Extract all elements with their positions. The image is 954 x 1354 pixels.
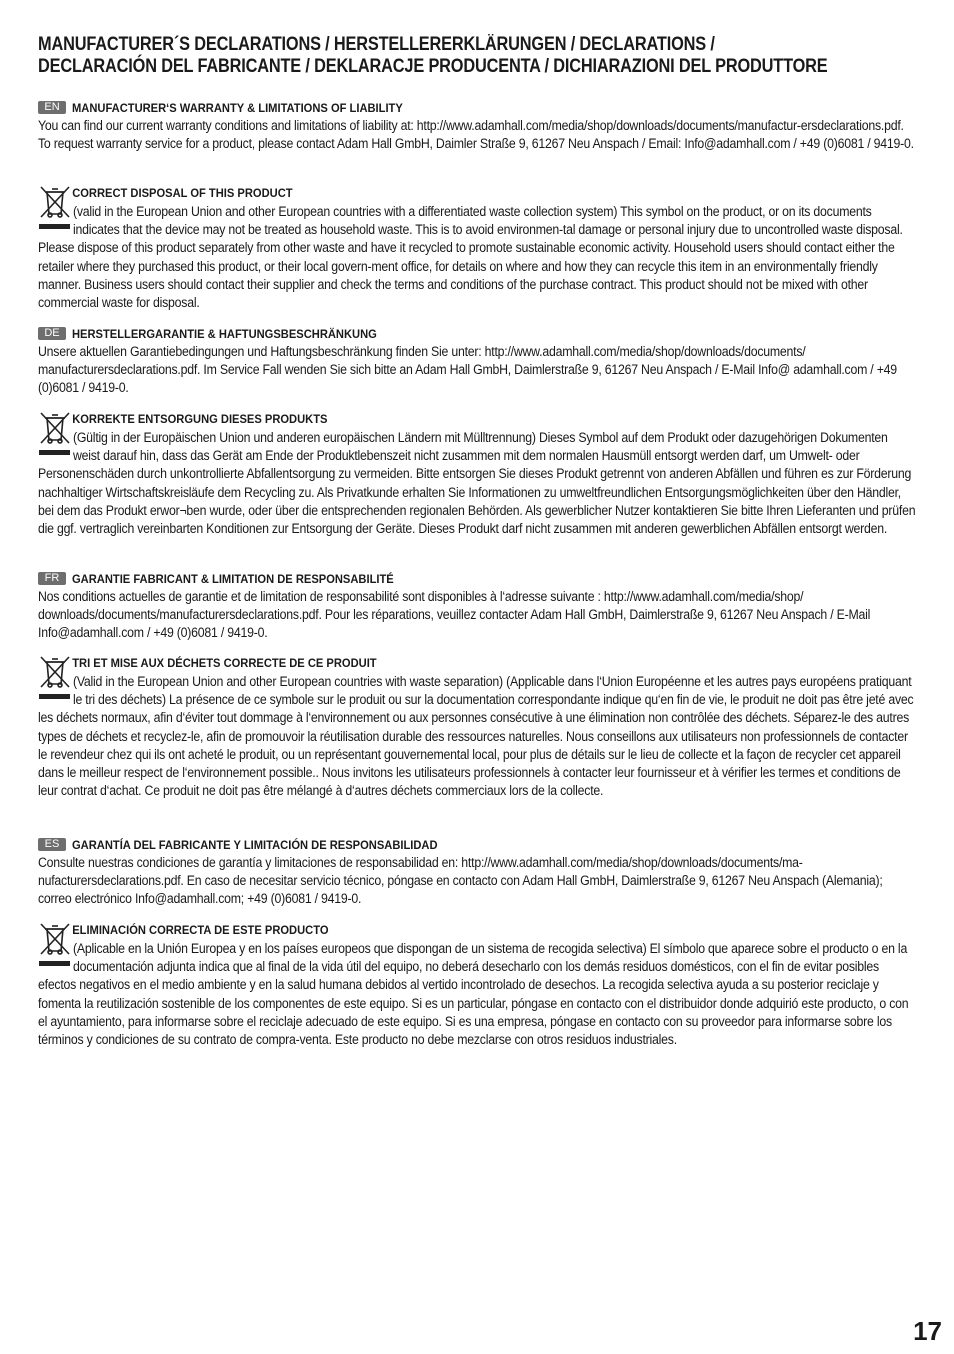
section-title: GARANTÍA DEL FABRICANTE Y LIMITACIÓN DE RESPONSABILIDAD: [72, 838, 438, 852]
language-badge-en: EN: [38, 101, 66, 114]
language-badge-de: DE: [38, 327, 66, 340]
language-badge-es: ES: [38, 838, 66, 851]
section-text: (valid in the European Union and other European countries with a differentiated waste collection system) This symbol on the product, or on its documents indicates that the device may not be treated as household waste. This is to avoid environmen-tal damage or personal injury due to uncontrolled waste disposal. Please dispose of this product separately from other waste and have it recycled to promote sustainable economic activity. Household users should contact either the retailer where they purchased this product, or their local govern-ment office, for details on where and how they can recycle this item in an environmentally friendly manner. Business users should contact their supplier and check the terms and conditions of the purchase contract. This product should not be mixed with other commercial waste for disposal.: [38, 204, 903, 311]
section-fr-warranty: [38, 570, 918, 643]
section-de-disposal: [38, 411, 918, 538]
section-title: ELIMINACIÓN CORRECTA DE ESTE PRODUCTO: [72, 923, 329, 937]
section-text: Nos conditions actuelles de garantie et de limitation de responsabilité sont disponibles à l‘adresse suivante : http://www.adamhall.com/media/shop/ downloads/documents/manufacturersdeclarations.pdf. Pour les réparations, veuillez contacter Adam Hall GmbH, Daimlerstraße 9, 61267 Neu Anspach / E-Mail Info@adamhall.com / +49 (0)6081 / 9419-0.: [38, 589, 871, 641]
section-fr-disposal: [38, 655, 918, 800]
language-badge-fr: FR: [38, 572, 66, 585]
section-en-disposal: [38, 185, 918, 312]
section-es-disposal: [38, 922, 918, 1049]
section-text: (Valid in the European Union and other European countries with waste separation) (Applicable dans l‘Union Européenne et les autres pays européens pratiquant le tri des déchets) La présence de ce symbole sur le produit ou sur la documentation correspondante indique qu‘en fin de vie, le produit ne doit pas être jeté avec les déchets normaux, afin d‘éviter tout dommage à l‘environnement ou aux personnes consécutive à une élimination non contrôlée des déchets. Séparez-le des autres types de déchets et recyclez-le, afin de promouvoir la réutilisation durable des ressources naturelles. Nous conseillons aux utilisateurs non professionnels de contacter le revendeur chez qui ils ont acheté le produit, ou un représentant gouvernemental local, pour plus de détails sur le lieu de collecte et la façon de recycler cet appareil dans le meilleur respect de l‘environnement possible.. Nous invitons les utilisateurs professionnels à contacter leur fournisseur et à vérifier les termes et conditions de leur contrat d‘achat. Ce produit ne doit pas être mélangé à d‘autres déchets commerciaux lors de la collecte.: [38, 674, 914, 799]
section-title: TRI ET MISE AUX DÉCHETS CORRECTE DE CE PRODUIT: [72, 656, 377, 670]
section-title: CORRECT DISPOSAL OF THIS PRODUCT: [72, 186, 293, 200]
section-text: (Aplicable en la Unión Europea y en los países europeos que dispongan de un sistema de recogida selectiva) El símbolo que aparece sobre el producto o en la documentación adjunta indica que al final de la vida útil del equipo, no deberá desecharlo con los demás residuos domésticos, con el fin de evitar posibles efectos negativos en el medio ambiente y en la salud humana debidos al vertido incontrolado de desechos. La recogida selectiva ayuda a su posterior reciclaje y fomenta la reutilización sostenible de los componentes de este equipo. Si es un particular, póngase en contacto con el distribuidor donde adquirió este producto, o con el ayuntamiento, para informarse sobre el reciclaje adecuado de este equipo. Si es una empresa, póngase en contacto con su proveedor para informarse sobre los términos y condiciones de su contrato de compra-venta. Este producto no debe mezclarse con otros residuos industriales.: [38, 941, 909, 1048]
page-number: 17: [913, 1316, 942, 1346]
page-title: [38, 34, 932, 78]
section-en-warranty: [38, 99, 918, 153]
section-title: KORREKTE ENTSORGUNG DIESES PRODUKTS: [72, 412, 328, 426]
section-text: Consulte nuestras condiciones de garantía y limitaciones de responsabilidad en: http://www.adamhall.com/media/shop/downloads/documents/ma-nufacturersdeclarations.pdf. En caso de necesitar servicio técnico, póngase en contacto con Adam Hall GmbH, Daimlerstraße 9, 61267 Neu Anspach (Alemania); correo electrónico Info@adamhall.com; +49 (0)6081 / 9419-0.: [38, 855, 883, 907]
section-text: You can find our current warranty conditions and limitations of liability at: http://www.adamhall.com/media/shop/downloads/documents/manufactur-ersdeclarations.pdf. To request warranty service for a product, please contact Adam Hall GmbH, Daimler Straße 9, 61267 Neu Anspach / Email: Info@adamhall.com / +49 (0)6081 / 9419-0.: [38, 118, 914, 152]
page-title-line-2: DECLARACIÓN DEL FABRICANTE / DEKLARACJE PRODUCENTA / DICHIARAZIONI DEL PRODUTTORE: [38, 56, 828, 77]
section-text: (Gültig in der Europäischen Union und anderen europäischen Ländern mit Mülltrennung) Dieses Symbol auf dem Produkt oder dazugehörigen Dokumenten weist darauf hin, dass das Gerät am Ende der Produktlebenszeit nicht zusammen mit dem normalen Hausmüll entsorgt werden darf, um Umwelt- oder Personenschäden durch unkontrollierte Abfallentsorgung zu vermeiden. Bitte entsorgen Sie dieses Produkt getrennt von anderen Abfällen und führen es zur Förderung nachhaltiger Wirtschaftskreisläufe dem Recycling zu. Als Privatkunde erhalten Sie Informationen zu umweltfreundlichen Entsorgungsmöglichkeiten über den Händler, bei dem das Produkt erwor¬ben wurde, oder über die entsprechenden regionalen Behörden. Als gewerblicher Nutzer kontaktieren Sie bitte Ihren Lieferanten und prüfen die ggf. vertraglich vereinbarten Konditionen zur Entsorgung der Geräte. Dieses Produkt darf nicht zusammen mit anderen gewerblichen Abfällen entsorgt werden.: [38, 430, 916, 537]
section-title: MANUFACTURER‘S WARRANTY & LIMITATIONS OF LIABILITY: [72, 101, 403, 115]
page-title-line-1: MANUFACTURER´S DECLARATIONS / HERSTELLERERKLÄRUNGEN / DECLARATIONS /: [38, 34, 715, 55]
section-title: HERSTELLERGARANTIE & HAFTUNGSBESCHRÄNKUNG: [72, 327, 377, 341]
section-text: Unsere aktuellen Garantiebedingungen und Haftungsbeschränkung finden Sie unter: http://www.adamhall.com/media/shop/downloads/documents/ manufacturersdeclarations.pdf. Im Service Fall wenden Sie sich bitte an Adam Hall GmbH, Daimlerstraße 9, 61267 Neu Anspach / E-Mail Info@ adamhall.com / +49 (0)6081 / 9419-0.: [38, 344, 897, 396]
section-de-warranty: [38, 325, 918, 398]
section-es-warranty: [38, 836, 918, 909]
section-title: GARANTIE FABRICANT & LIMITATION DE RESPONSABILITÉ: [72, 572, 394, 586]
